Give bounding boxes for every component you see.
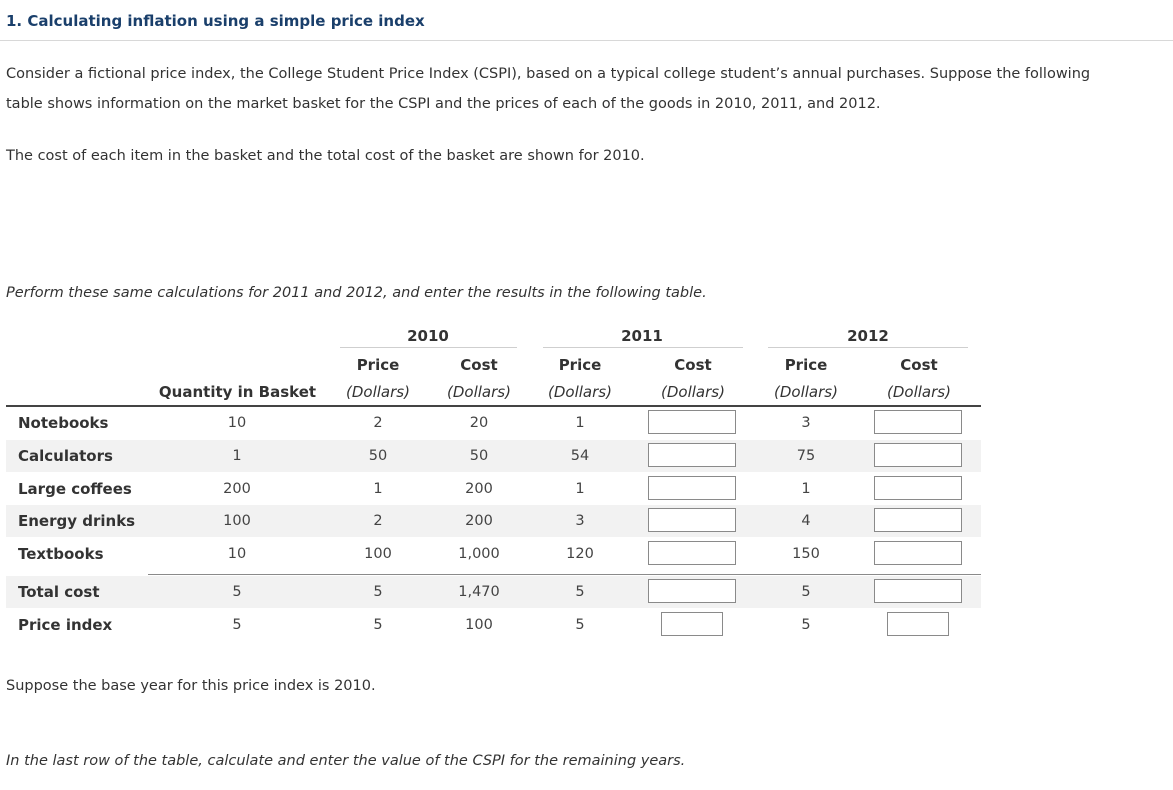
- qty-energy-drinks: 100: [223, 513, 251, 529]
- cost-2010-large-coffees: 200: [465, 481, 493, 497]
- year-header-2010: 2010: [407, 327, 449, 345]
- price-2010-total: 5: [373, 584, 383, 600]
- price-2011-large-coffees: 1: [575, 481, 585, 497]
- price-2011-unit: (Dollars): [548, 383, 612, 401]
- price-2012-large-coffees: 1: [801, 481, 811, 497]
- instruction: Perform these same calculations for 2011 and 2012, and enter the results in the following table.: [6, 285, 707, 301]
- cost-2012-calculators-input[interactable]: [874, 443, 962, 467]
- price-2011-total: 5: [575, 584, 585, 600]
- price-2012-total: 5: [801, 584, 811, 600]
- row-label-large-coffees: Large coffees: [18, 480, 132, 498]
- qty-total: 5: [232, 584, 242, 600]
- base-year-note: Suppose the base year for this price index is 2010.: [6, 678, 376, 694]
- price-2010-calculators: 50: [368, 448, 388, 464]
- intro-line-2: table shows information on the market basket for the CSPI and the prices of each of the goods in 2010, 2011, and 2012.: [6, 96, 881, 112]
- price-2010-index: 5: [373, 617, 383, 633]
- cost-2010-calculators: 50: [469, 448, 489, 464]
- qty-notebooks: 10: [227, 415, 247, 431]
- price-2012-notebooks: 3: [801, 415, 811, 431]
- row-label-notebooks: Notebooks: [18, 414, 109, 432]
- cost-2011-unit: (Dollars): [661, 383, 725, 401]
- cost-2012-header: Cost: [900, 356, 938, 374]
- intro-line-1: Consider a fictional price index, the College Student Price Index (CSPI), based on a typical college student’s annual purchases. Suppose the following: [6, 66, 1091, 82]
- price-2010-large-coffees: 1: [373, 481, 383, 497]
- year-underline-2010: [340, 347, 517, 348]
- price-2010-energy-drinks: 2: [373, 513, 383, 529]
- cost-2012-large-coffees-input[interactable]: [874, 476, 962, 500]
- qty-textbooks: 10: [227, 546, 247, 562]
- row-label-energy-drinks: Energy drinks: [18, 512, 136, 530]
- price-2010-unit: (Dollars): [346, 383, 410, 401]
- cost-2011-notebooks-input[interactable]: [648, 410, 736, 434]
- year-header-2011: 2011: [621, 327, 663, 345]
- price-2011-index: 5: [575, 617, 585, 633]
- cost-2011-large-coffees-input[interactable]: [648, 476, 736, 500]
- cost-2012-energy-drinks-input[interactable]: [874, 508, 962, 532]
- cost-2011-calculators-input[interactable]: [648, 443, 736, 467]
- final-instruction: In the last row of the table, calculate and enter the value of the CSPI for the remaining years.: [6, 753, 686, 769]
- cost-2012-notebooks-input[interactable]: [874, 410, 962, 434]
- cost-2012-unit: (Dollars): [887, 383, 951, 401]
- row-label-price-index: Price index: [18, 616, 113, 634]
- price-2012-textbooks: 150: [792, 546, 820, 562]
- cost-2011-header: Cost: [674, 356, 712, 374]
- price-2011-header: Price: [558, 356, 602, 374]
- row-label-textbooks: Textbooks: [18, 545, 104, 563]
- qty-calculators: 1: [232, 448, 242, 464]
- total-separator: [148, 574, 981, 575]
- qty-large-coffees: 200: [223, 481, 251, 497]
- price-2012-header: Price: [784, 356, 828, 374]
- price-2010-notebooks: 2: [373, 415, 383, 431]
- year-header-2012: 2012: [847, 327, 889, 345]
- cost-2011-textbooks-input[interactable]: [648, 541, 736, 565]
- quantity-header: Quantity in Basket: [158, 383, 317, 401]
- year-underline-2012: [768, 347, 968, 348]
- question-title: 1. Calculating inflation using a simple price index: [6, 12, 425, 30]
- index-2011-input[interactable]: [661, 612, 723, 636]
- cost-2012-textbooks-input[interactable]: [874, 541, 962, 565]
- index-2012-input[interactable]: [887, 612, 949, 636]
- cost-2011-total-input[interactable]: [648, 579, 736, 603]
- price-2012-calculators: 75: [796, 448, 816, 464]
- row-label-total-cost: Total cost: [18, 583, 100, 601]
- header-rule: [6, 405, 981, 407]
- cost-2012-total-input[interactable]: [874, 579, 962, 603]
- cost-2010-header: Cost: [460, 356, 498, 374]
- cost-2010-energy-drinks: 200: [465, 513, 493, 529]
- price-2011-textbooks: 120: [566, 546, 594, 562]
- price-2011-energy-drinks: 3: [575, 513, 585, 529]
- cost-2010-index: 100: [465, 617, 493, 633]
- price-2010-textbooks: 100: [364, 546, 392, 562]
- price-2011-notebooks: 1: [575, 415, 585, 431]
- cost-2010-unit: (Dollars): [447, 383, 511, 401]
- qty-index: 5: [232, 617, 242, 633]
- title-divider: [0, 40, 1173, 41]
- cost-note: The cost of each item in the basket and the total cost of the basket are shown for 2010.: [6, 148, 645, 164]
- price-2012-unit: (Dollars): [774, 383, 838, 401]
- price-2011-calculators: 54: [570, 448, 590, 464]
- row-label-calculators: Calculators: [18, 447, 113, 465]
- cost-2010-notebooks: 20: [469, 415, 489, 431]
- price-2012-index: 5: [801, 617, 811, 633]
- cost-2010-textbooks: 1,000: [458, 546, 500, 562]
- cost-2011-energy-drinks-input[interactable]: [648, 508, 736, 532]
- price-2010-header: Price: [356, 356, 400, 374]
- year-underline-2011: [543, 347, 743, 348]
- price-2012-energy-drinks: 4: [801, 513, 811, 529]
- cost-2010-total: 1,470: [458, 584, 500, 600]
